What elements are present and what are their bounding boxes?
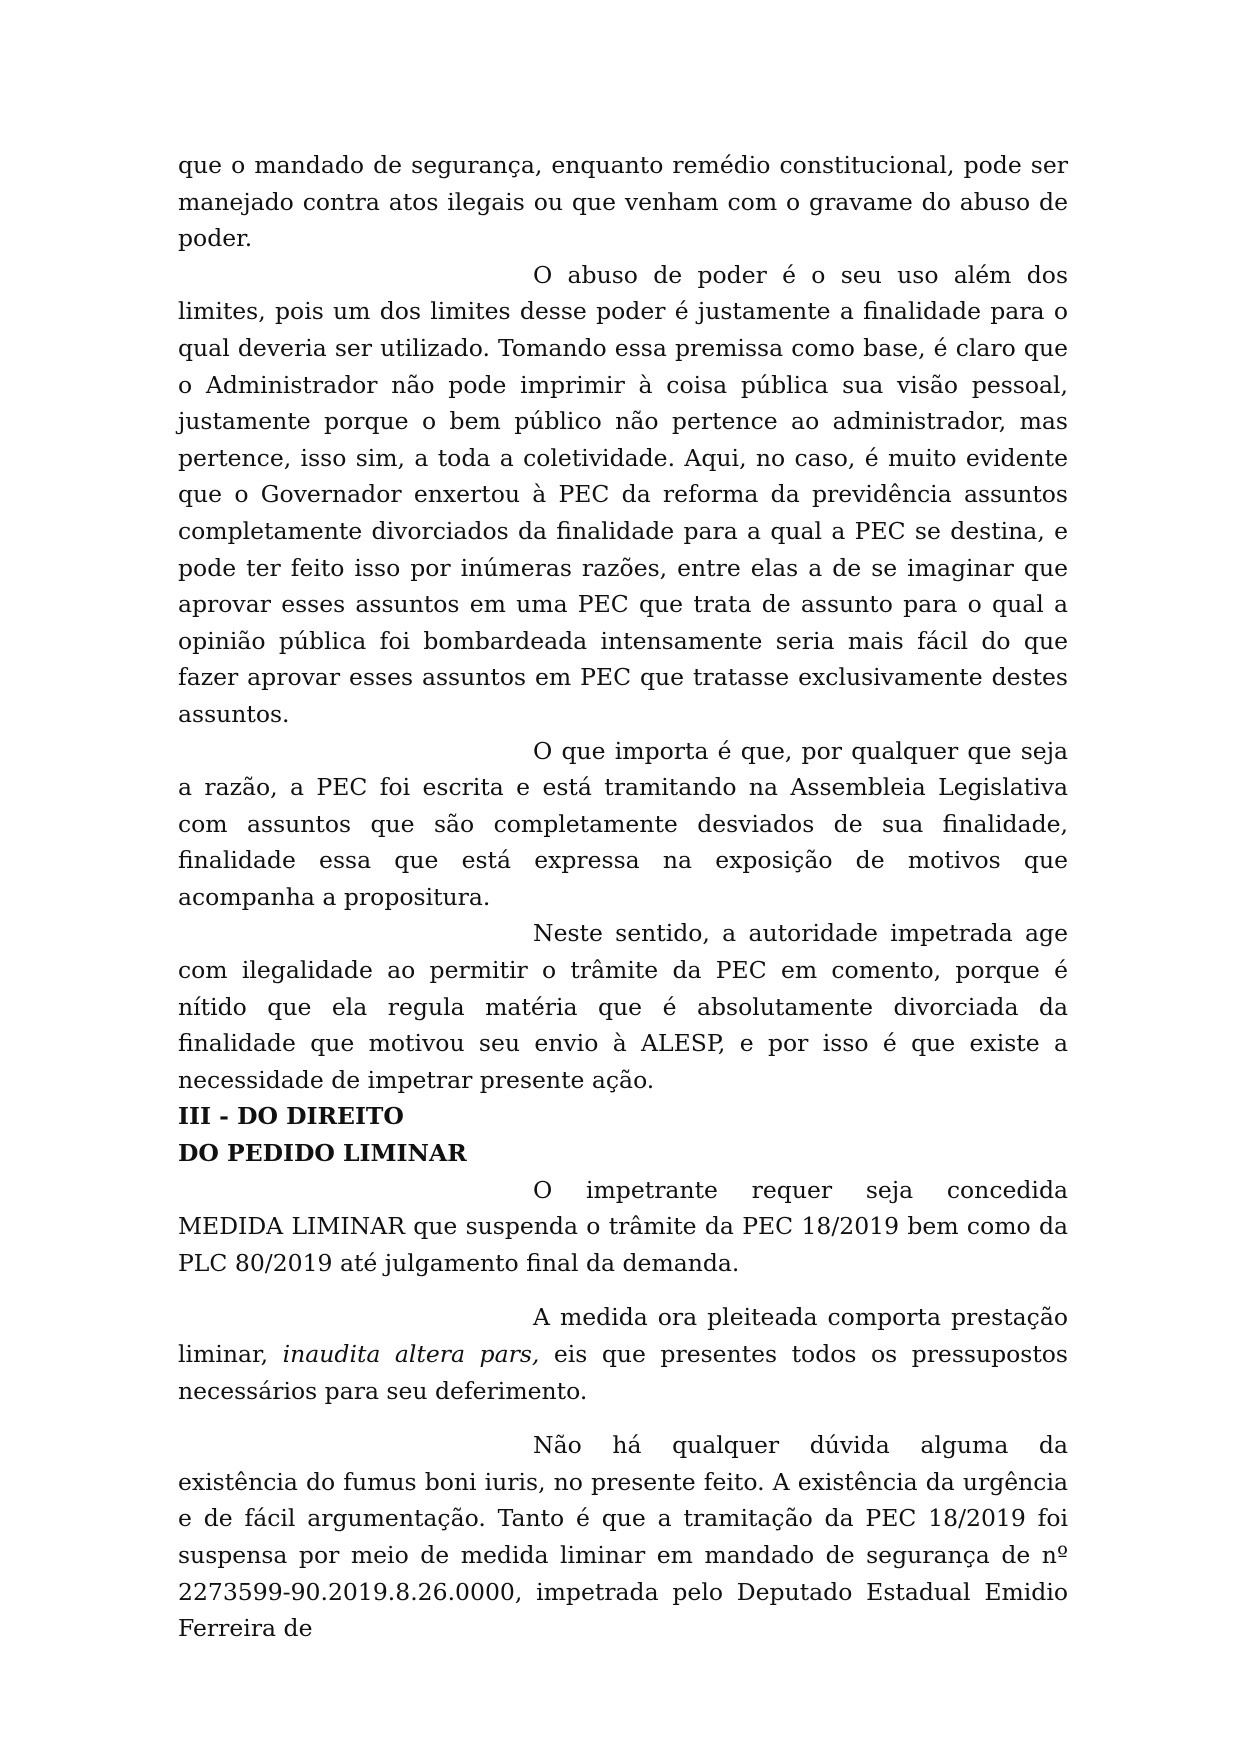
document-page — [178, 147, 1068, 1647]
paragraph-neste-sentido: Neste sentido, a autoridade impetrada age com ilegalidade ao permitir o trâmite da PEC em comento, porque é nítido que ela regula matéria que é absolutamente divorciada da finalidade que motivou seu envio à ALESP, e por isso é que existe a necessidade de impetrar presente ação. — [178, 919, 1068, 1094]
paragraph-mandado-seguranca: que o mandado de segurança, enquanto remédio constitucional, pode ser manejado contra atos ilegais ou que venham com o gravame do abuso de poder. — [178, 151, 1068, 253]
paragraph-fumus-boni-iuris: Não há qualquer dúvida alguma da existência do fumus boni iuris, no presente feito. A existência da urgência e de fácil argumentação. Tanto é que a tramitação da PEC 18/2019 foi suspensa por meio de medida liminar em mandado de segurança de nº 2273599-90.2019.8.26.0000, impetrada pelo Deputado Estadual Emidio Ferreira de — [178, 1431, 1068, 1643]
paragraph-impetrante-requer: O impetrante requer seja concedida MEDIDA LIMINAR que suspenda o trâmite da PEC 18/2019 bem como da PLC 80/2019 até julgamento final da demanda. — [178, 1175, 1068, 1277]
medida-text-italic: inaudita altera pars, — [282, 1340, 540, 1368]
subsection-heading: DO PEDIDO LIMINAR — [178, 1139, 467, 1168]
paragraph-o-que-importa: O que importa é que, por qualquer que seja a razão, a PEC foi escrita e está tramitando na Assembleia Legislativa com assuntos que são completamente desviados de sua finalidade, finalidade essa que está expressa na exposição de motivos que acompanha a propositura. — [178, 736, 1068, 911]
medida-text-before: A medida ora pleiteada comporta prestação liminar, — [178, 1303, 1068, 1368]
paragraph-medida-pleiteada — [178, 1299, 1068, 1409]
section-heading: III - DO DIREITO — [178, 1102, 404, 1131]
paragraph-abuso-de-poder: O abuso de poder é o seu uso além dos limites, pois um dos limites desse poder é justamente a finalidade para o qual deveria ser utilizado. Tomando essa premissa como base, é claro que o Administrador não pode imprimir à coisa pública sua visão pessoal, justamente porque o bem público não pertence ao administrador, mas pertence, isso sim, a toda a coletividade. Aqui, no caso, é muito evidente que o Governador enxertou à PEC da reforma da previdência assuntos completamente divorciados da finalidade para a qual a PEC se destina, e pode ter feito isso por inúmeras razões, entre elas a de se imaginar que aprovar esses assuntos em uma PEC que trata de assunto para o qual a opinião pública foi bombardeada intensamente seria mais fácil do que fazer aprovar esses assuntos em PEC que tratasse exclusivamente destes assuntos. — [178, 260, 1068, 728]
medida-text-after: eis que presentes todos os pressupostos necessários para seu deferimento. — [178, 1340, 1068, 1405]
